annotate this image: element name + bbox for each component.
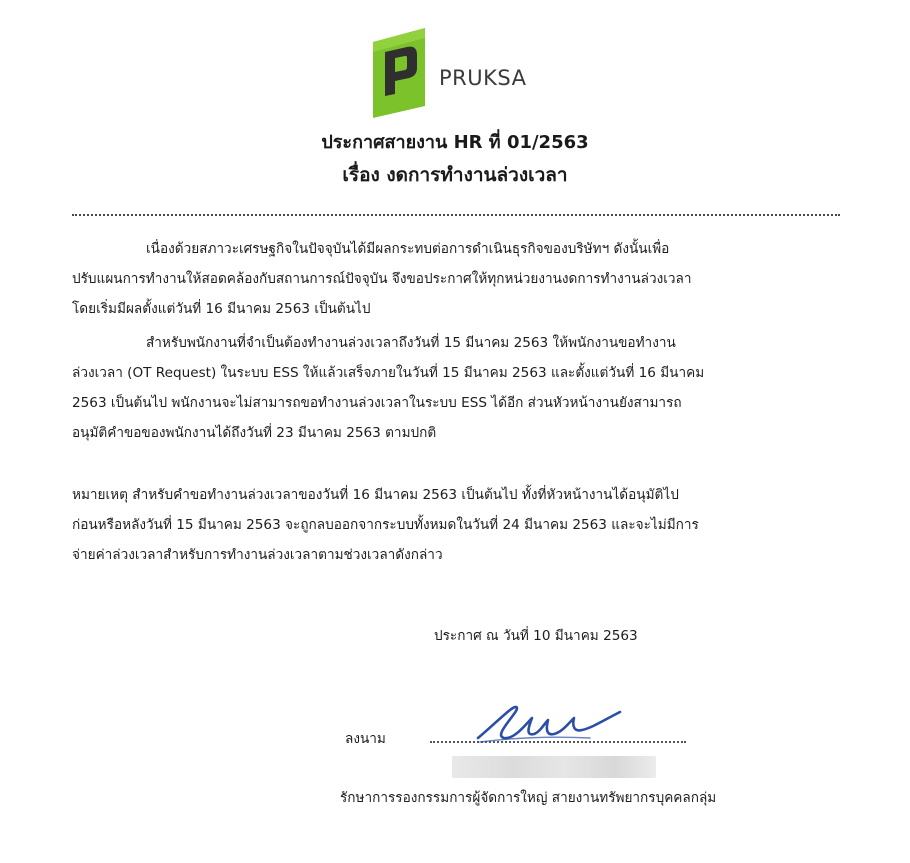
paragraph-2 <box>72 328 842 448</box>
paragraph-line: ล่วงเวลา (OT Request) ในระบบ ESS ให้แล้วเสร็จภายในวันที่ 15 มีนาคม 2563 และตั้งแต่วันที่ 16 มีนาคม <box>72 365 705 381</box>
pruksa-logo-icon <box>367 28 431 118</box>
announcement-date: ประกาศ ณ วันที่ 10 มีนาคม 2563 <box>434 628 638 644</box>
paragraph-line: จ่ายค่าล่วงเวลาสำหรับการทำงานล่วงเวลาตามช่วงเวลาดังกล่าว <box>72 547 443 563</box>
paragraph-1 <box>72 234 842 324</box>
dotted-divider <box>72 214 840 216</box>
announcement-subject: เรื่อง งดการทำงานล่วงเวลา <box>342 164 568 186</box>
paragraph-line: ก่อนหรือหลังวันที่ 15 มีนาคม 2563 จะถูกลบออกจากระบบทั้งหมดในวันที่ 24 มีนาคม 2563 และจะไม่มีการ <box>72 517 699 533</box>
redacted-signer-name <box>452 756 656 778</box>
company-logo <box>367 28 567 120</box>
paragraph-line: โดยเริ่มมีผลตั้งแต่วันที่ 16 มีนาคม 2563 เป็นต้นไป <box>72 301 371 317</box>
announcement-number: ประกาศสายงาน HR ที่ 01/2563 <box>321 132 589 153</box>
paragraph-line: อนุมัติคำขอของพนักงานได้ถึงวันที่ 23 มีนาคม 2563 ตามปกติ <box>72 425 437 441</box>
note-paragraph <box>72 480 842 570</box>
paragraph-line: สำหรับพนักงานที่จำเป็นต้องทำงานล่วงเวลาถึงวันที่ 15 มีนาคม 2563 ให้พนักงานขอทำงาน <box>146 335 676 351</box>
paragraph-line: ปรับแผนการทำงานให้สอดคล้องกับสถานการณ์ปัจจุบัน จึงขอประกาศให้ทุกหน่วยงานงดการทำงานล่วงเวลา <box>72 271 692 287</box>
signer-position: รักษาการรองกรรมการผู้จัดการใหญ่ สายงานทรัพยากรบุคคลกลุ่ม <box>340 790 717 806</box>
paragraph-line: เนื่องด้วยสภาวะเศรษฐกิจในปัจจุบันได้มีผลกระทบต่อการดำเนินธุรกิจของบริษัทฯ ดังนั้นเพื่อ <box>146 241 670 257</box>
logo-wordmark: PRUKSA <box>439 66 527 90</box>
paragraph-line: 2563 เป็นต้นไป พนักงานจะไม่สามารถขอทำงานล่วงเวลาในระบบ ESS ได้อีก ส่วนหัวหน้างานยังสามารถ <box>72 395 682 411</box>
handwritten-signature <box>470 698 630 748</box>
signature-label: ลงนาม <box>345 731 386 747</box>
paragraph-line: หมายเหตุ สำหรับคำขอทำงานล่วงเวลาของวันที่ 16 มีนาคม 2563 เป็นต้นไป ทั้งที่หัวหน้างานได้อนุมัติไป <box>72 487 679 503</box>
